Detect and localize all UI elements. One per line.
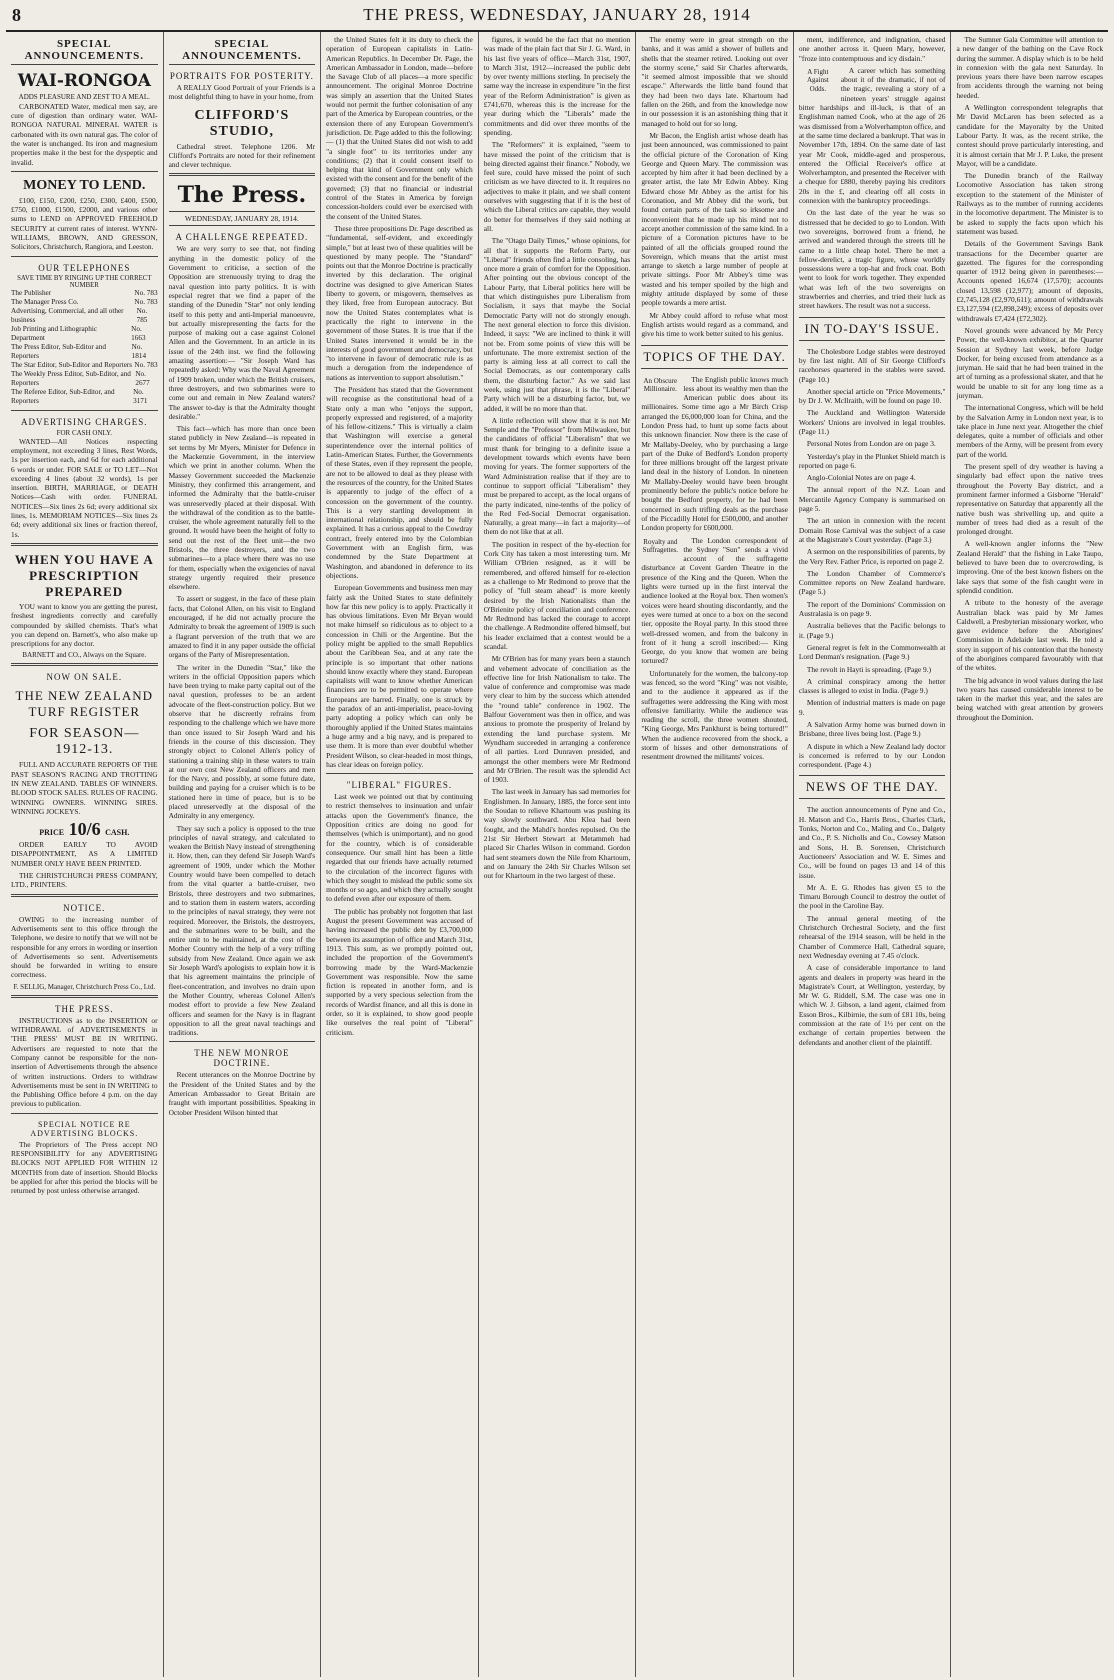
issue-item: Anglo-Colonial Notes are on page 4. bbox=[806, 473, 916, 483]
section-heading: SPECIAL ANNOUNCEMENTS. bbox=[11, 38, 158, 65]
phone-row: The Star Editor, Sub-Editor and Reporters No. 783 bbox=[11, 360, 158, 369]
issue-item: A dispute in which a New Zealand lady doctor is concerned is referred to by our London correspondent. (Page 4.) bbox=[798, 741, 946, 770]
news-paragraph: The big advance in wool values during the last two years has caused considerable interest to be taken in the market this year, and the sales are being watched with great attention by growers throughout the Dominion. bbox=[956, 675, 1104, 722]
blocks-notice-body: The Proprietors of The Press accept NO RESPONSIBILITY for any ADVERTISING BLOCKS NOT APPLIED FOR WITHIN 12 MONTHS from date of insertion. Should Blocks be applied for after this period the blocks will be returned by post unless otherwise arranged. bbox=[11, 1139, 158, 1196]
masthead-title: THE PRESS, WEDNESDAY, JANUARY 28, 1914 bbox=[363, 5, 751, 24]
phone-row: The Referee Editor, Sub-Editor, and Reporters No. 3171 bbox=[11, 387, 148, 405]
article-paragraph: These three propositions Dr. Page described as "fundamental, self-evident, and exceedingly simple," but at least two of these qualities will be questioned by many people. The "Standard" points out that the Monroe Doctrine is practically inverted by this declaration. The original doctrine was designed to give American States liberty to govern, or misgovern, themselves as they liked, free from European autocracy. But now the United States contemplates what is practically the right to intervene in the government of those States. It is true that if the United States intervened it would be in the interests of good government and democracy, but "to intervene in favour of democratic rule is as much a derogation from the independence of nations as intervention to support absolutism." bbox=[326, 223, 473, 382]
phone-row: The Press Editor, Sub-Editor and Reporters No. 1814 bbox=[11, 342, 147, 360]
news-paragraph: Novel grounds were advanced by Mr Percy Power, the well-known exhibitor, at the Quarter Session at Sydney last week, before Judge Docker, for being excused from attendance as a juryman. He said that he had been trained in the art of turning as a professional skater, and that he would be unable to sit for any long time as a juryman. bbox=[956, 325, 1104, 400]
now-on-sale: NOW ON SALE. bbox=[46, 672, 123, 683]
leader-paragraph: We are very sorry to see that, not finding anything in the domestic policy of the Government to criticise, a section of the Opposition are strenuously trying to drag the naval question into party politics. It is with especial regret that we find a paper of the standing of the Dunedin "Star" not only lending itself to this petty and anti-Imperial manoeuvre, but actually misrepresenting the facts for the purpose of making out a case against Colonel Allen and the Government. In an article in its issue of the 24th inst. we find the following amazing assertion:— "Sir Joseph Ward has repeatedly asked: Why was the Naval Agreement of 1909 broken, under which the British cruisers, three destroyers, and two submarines were to come out and remain in New Zealand waters? The answer to-day is that the Admiralty thought desirable." bbox=[168, 244, 316, 421]
ad-wai-rongoa-title: WAI-RONGOA bbox=[17, 71, 151, 91]
news-paragraph: A well-known angler informs the "New Zealand Herald" that the fishing in Lake Taupo, believed to have been due to overcrowding, is improving. One of the best known fishers on the lake says that some of the fish caught were in splendid condition. bbox=[956, 539, 1104, 595]
topics-side-note: An Obscure Millionaire. bbox=[643, 376, 678, 393]
phone-row: The Publisher No. 783 bbox=[11, 288, 158, 297]
issue-item: The report of the Dominions' Commission on Australasia is on page 9. bbox=[798, 599, 946, 619]
dateline: WEDNESDAY, JANUARY 28, 1914. bbox=[169, 211, 316, 226]
monroe-paragraph: Recent utterances on the Monroe Doctrine by the President of the United States and by the American Ambassador to Great Britain are fraught with important possibilities. Speaking in October President Wilson hinted that bbox=[168, 1070, 316, 1117]
article-paragraph: The public has probably not forgotten that last August the present Government was accused of having increased the public debt by £3,700,000 between its assumption of office and March 31st, 1913. This sum, as we promptly pointed out, included the proportion of the Government's borrowing made by the Ward-Mackenzie Government was responsible. Now the same fiction is repeated in another form, and is supported by a very specious selection from the records of Wardist finance, and all this is done in order, so it is explained, to show good people like ourselves the real point of "Liberal" criticism. bbox=[326, 906, 473, 1037]
news-paragraph: The present spell of dry weather is having a singularly bad effect upon the native trees throughout the Poverty Bay district, and a prominent farmer informed a Gisborne "Herald" representative on Saturday that apparently all the native bush was shrivelling up, and quite a number of trees had died as a result of the prolonged drought. bbox=[956, 462, 1104, 537]
liberal-figures-title: "LIBERAL" FIGURES. bbox=[346, 780, 453, 791]
turf-register-title: THE NEW ZEALAND TURF REGISTER bbox=[15, 688, 154, 720]
topics-paragraph: Unfortunately for the women, the balcony-top was fenced, so the word "King" was not visible, and to the audience it appeared as if the suffragettes were addressing the King with most offensive familiarity. While the audience was reading the scroll, the three women shouted, "King George, Mrs Pankhurst is being tortured!" When the audience recovered from the shock, a storm of hisses and other demonstrations of resentment drowned the militants' voices. bbox=[641, 668, 788, 762]
issue-item: The London Chamber of Commerce's Committee reports on New Zealand hardware. (Page 5.) bbox=[798, 568, 946, 597]
article-paragraph: ment, indifference, and indignation, chased one another across it. Queen Mary, however, "froze into contemptuous and icy disdain." bbox=[798, 35, 946, 63]
turf-order: ORDER EARLY TO AVOID DISAPPOINTMENT, AS A LIMITED NUMBER ONLY HAVE BEEN PRINTED. bbox=[11, 840, 158, 868]
issue-item: A Salvation Army home was burned down in Brisbane, three lives being lost. (Page 9.) bbox=[798, 720, 946, 739]
article-paragraph: On the last date of the year he was so distressed that he decided to go to London. With two sovereigns, borrowed from a friend, he arrived and wandered through the streets till he came to a little cheap hotel. There he met a fellow-derelict, a tragic figure, whose worldly possessions were a top-hat and frock coat. Both went to look for work together. They expended what was left of the two sovereigns on strawberries and cherries, and tried their luck as street hawkers. The result was not a success. bbox=[798, 208, 946, 311]
side-note: A Fight Against Odds. bbox=[807, 67, 829, 93]
news-paragraph: Mr A. E. G. Rhodes has given £5 to the Timaru Borough Council to destroy the outlet of the pool in the Caroline Bay. bbox=[798, 882, 946, 911]
section-heading: SPECIAL ANNOUNCEMENTS. bbox=[169, 38, 316, 65]
news-paragraph: The international Congress, which will be held by the Salvation Army in London next year, is to take place in June next year. Altogether the chief delegates, quite a number of officials and other members of the Army, will be present from every part of the world. bbox=[956, 403, 1104, 459]
article-paragraph: Mr O'Brien has for many years been a staunch and vehement advocate of conciliation as the effective line for Irish Nationalism to take. The value of conference and compromise was made very clear to him by the success which attended the "round table" conference in 1902. The Balfour Government was then in office, and was anxious to promote the prosperity of Ireland by extending the land purchase system. Mr Wyndham succeeded in arranging a conference of all parties. Lord Dunraven presided, and amongst the other members were Mr Redmond and Mr O'Brien. The result was the splendid Act of 1903. bbox=[483, 654, 631, 785]
phones-sub: SAVE TIME BY RINGING UP THE CORRECT NUMBER bbox=[17, 274, 152, 289]
adv-charges-title: ADVERTISING CHARGES. bbox=[21, 416, 148, 427]
prescription-sign: BARNETT and CO., Always on the Square. bbox=[22, 651, 147, 660]
issue-item: The revolt in Hayti is spreading. (Page 9.) bbox=[806, 664, 932, 674]
leader-paragraph: This fact—which has more than once been stated publicly in New Zealand—is repeated in set terms by Mr Myers, Minister for Defence in the Mackenzie Government, in the interview which we print in another column. When the Massey Government succeeded the Mackenzie Ministry, they confirmed this arrangement, and informed the Admiralty that the battle-cruiser was unreservedly placed at their disposal. With the withdrawal of the condition as to the battle-cruiser, the whole agreement naturally fell to the ground. It would have been the height of folly to send out the rest of the fleet unit—the two Bristols, the three destroyers, and the two submarines—to a place where there was no use for them, especially when the exigencies of naval strategy urgently required their presence elsewhere. bbox=[168, 424, 316, 592]
column-1 bbox=[6, 32, 164, 1677]
issue-item: The Auckland and Wellington Waterside Workers' Unions are involved in legal troubles. (Page 11.) bbox=[798, 408, 946, 436]
article-paragraph: The "Reformers" it is explained, "seem to have missed the point of the criticism that is being directed against their finance." Nobody, we feel sure, could have missed the point of such criticism as we have directed to it. It requires no adjectives to make it plain, and we shall content ourselves with suggesting that if it is the best of which the Liberal critics are capable, they would do better for themselves if they said nothing at all. bbox=[483, 140, 631, 233]
notice-sign: F. SELLIG, Manager, Christchurch Press Co., Ltd. bbox=[13, 982, 156, 991]
article-paragraph: Mr Abbey could afford to refuse what most English artists would regard as a command, and give his time to work better suited to his genius. bbox=[641, 310, 788, 339]
phones-title: OUR TELEPHONES bbox=[38, 262, 131, 273]
blocks-notice-title: SPECIAL NOTICE RE ADVERTISING BLOCKS. bbox=[30, 1119, 139, 1138]
issue-item: Personal Notes from London are on page 3. bbox=[806, 439, 936, 449]
article-paragraph: the United States felt it its duty to check the operation of European capitalists in Latin-American Republics. In December Dr. Page, the American Ambassador in London, made—before the Savage Club of all places—a more specific announcement. The original Monroe Doctrine was simply an assertion that the United States would not permit the further colonisation of any part of the America by European countries, or the extension there of any European Government's jurisdiction. Dr. Page added to this the following:— (1) that the United States did not wish to add "a single foot" to its territories under any conditions; (2) that it could consent itself to helping that kind of Government only which existed with the consent and for the benefit of the governed; (3) that no financial or industrial control of the States in America by foreign concession-holders could ever be exercised with the consent of the United States. bbox=[326, 35, 473, 221]
leader-title: A CHALLENGE REPEATED. bbox=[175, 232, 309, 243]
topics-paragraph: The English public knows much less about its wealthy men than the American public does about its millionaires. Some time ago a Mr Birch Crisp arranged the £6,000,000 loan for China, and the London Press had, to hunt up some facts about this unknown financier. Now there is the case of Mr Mallaby-Deeley, who by purchasing a large part of the Duke of Bedford's London property for three millions brought off the largest private land deal in the history of London. In nineteen Mr Mallaby-Deeley would have been brought prominently before the public's notice before he bought the Bedford property, for he had been concerned in such trifling deals as the purchase of the Piccadilly Hotel for £500,000, and another London property for £600,000. bbox=[641, 374, 788, 533]
studio-address: Cathedral street. Telephone 1206. Mr Clifford's Portraits are noted for their refinement and clever technique. bbox=[168, 141, 316, 170]
prescription-title: WHEN YOU HAVE A PRESCRIPTION PREPARED bbox=[14, 551, 154, 599]
adv-charges-body: WANTED—All Notices respecting employment, not exceeding 3 lines, Rest Words, 1s per insertion each, and 6d for each additional 6 words or under. FOR SALE or TO LET—Not exceeding 4 lines (about 32 words), 1s per insertion. BIRTH, MARRIAGE, or DEATH Notices—Cash with order. FUNERAL NOTICES—Six lines 2s 6d; every additional six lines, 1s. MEMORIAM NOTICES—Six lines 2s 6d; every additional six lines or fraction thereof, 1s. bbox=[11, 436, 158, 539]
paper-title: The Press. bbox=[177, 182, 307, 209]
issue-item: A criminal conspiracy among the hetter classes is alleged to exist in India. (Page 9.) bbox=[798, 676, 946, 696]
phone-row: The Manager Press Co. No. 783 bbox=[11, 297, 158, 306]
issue-item: The art union in connexion with the recent Domain Rose Carnival was the subject of a case at the Magistrate's Court yesterday. (Page 3.) bbox=[798, 516, 946, 544]
news-paragraph: The annual general meeting of the Christchurch Orchestral Society, and the first rehearsal of the 1914 season, will be held in the Chamber of Commerce Hall, Cathedral square, next Wednesday evening at 7.45 o'clock. bbox=[798, 913, 946, 960]
turf-publisher: THE CHRISTCHURCH PRESS COMPANY, LTD., PRINTERS. bbox=[11, 871, 158, 890]
column-5 bbox=[636, 32, 794, 1677]
monroe-title: THE NEW MONROE DOCTRINE. bbox=[194, 1048, 290, 1069]
column-3 bbox=[321, 32, 479, 1677]
topics-title: TOPICS OF THE DAY. bbox=[641, 345, 788, 369]
notice-body: OWING to the increasing number of Advertisements sent to this office through the Telephone, we desire to notify that we will not be responsible for any errors in wording or insertion of Advertisements so sent. Advertisements should be forwarded in writing to ensure correctness. bbox=[11, 914, 158, 980]
article-paragraph: Last week we pointed out that by continuing to restrict themselves to insinuation and unfair attacks upon the Government's finance, the Opposition critics are doing no good for themselves (which is unimportant), and no good for the country, which is of considerable consequence. Our small hint has been a little regarded that our friends have actually returned to the circulation of the incorrect figures with which they sought to mislead the public some six months or so ago, and which they actually sought to defend even after our exposure of them. bbox=[326, 792, 473, 904]
press-notice-body: INSTRUCTIONS as to the INSERTION or WITHDRAWAL of ADVERTISEMENTS in 'THE PRESS' MUST BE IN WRITING. Advertisers are requested to note that the Company cannot be responsible for the non-insertion of Advertisements through the absence of written instructions. Orders to withdraw Advertisements must be sent in IN WRITING to the Publishing Office before 4 p.m. on the day previous to publication. bbox=[11, 1015, 158, 1109]
topics-paragraph: The London correspondent of the Sydney "Sun" sends a vivid account of the suffragette disturbance at Covent Garden Theatre in the presence of the King and the Queen. When the lights were turned up in the first interval the audience looked at the Royal box. Then women's voices were heard shouting discordantly, and the eyes were turned at once to a box on the second tier, opposite the Royal party. In this stood three well-dressed women, and from the balcony in front of it hung a scroll inscribed:— King George, do you know that women are being tortured? bbox=[641, 535, 788, 666]
todays-issue-title: IN TO-DAY'S ISSUE. bbox=[799, 317, 946, 341]
turf-register-body: FULL AND ACCURATE REPORTS OF THE PAST SEASON'S RACING AND TROTTING IN NEW ZEALAND. TABLES OF WINNERS. BLOOD STOCK SALES. RULES OF RACING. WINNING OWNERS. WINNING SIRES. WINNING JOCKEYS. bbox=[11, 760, 158, 816]
phone-row: Job Printing and Lithographic Department No. 1663 bbox=[11, 324, 146, 342]
news-paragraph: A tribute to the honesty of the average Australian black was paid by Mr James Caldwell, a Presbyterian missionary worker, who gave evidence before the Aborigines' Commission in Adelaide last week. He told a story in support of his contention that the honesty of the aborigines compared favourably with that of the whites. bbox=[956, 598, 1104, 673]
studio-name: CLIFFORD'S STUDIO, bbox=[194, 107, 290, 139]
phones-list bbox=[11, 289, 158, 406]
studio-title: PORTRAITS FOR POSTERITY. bbox=[169, 71, 314, 81]
column-6 bbox=[794, 32, 952, 1677]
news-paragraph: The Sumner Gala Committee will attention to a new danger of the bathing on the Cave Rock during the summer. A display which is to be held in connexion with the gala next Saturday. In previous years there have been narrow escapes from accidents through the warning not being heeded. bbox=[956, 35, 1104, 100]
studio-body: A REALLY Good Portrait of your Friends is a most delightful thing to have in your home, from bbox=[168, 83, 316, 102]
money-to-lend-title: MONEY TO LEND. bbox=[23, 177, 146, 193]
page-number: 8 bbox=[12, 4, 21, 25]
article-paragraph: Mr Bacon, the English artist whose death has just been announced, was commissioned to paint the official picture of the Coronation of King George and Queen Mary. The commission was accepted by him after it had been declined by a greater artist, the late Mr Edwin Abbey. King Edward chose Mr Abbey as the artist for his Coronation, and Mr Abbey did the work, but found certain parts of the task so irksome and inconvenient that he made up his mind not to accept another commission of the same kind. In a picture of a Coronation pictures have to be painted of all the officials grouped round the Sovereign, which means that the artist must arrange to sketch a large number of people at private sittings. Poor Mr Abbey's time was wasted and his temper spoiled by the high and mighty attitude displayed by some of these people towards a mere artist. bbox=[641, 130, 788, 308]
news-paragraph: The auction announcements of Pyne and Co., H. Matson and Co., Harris Bros., Charles Clark, Tonks, Norton and Co., Maling and Co., Dalgety and Co., P. S. Nicholls and Co., Cowsey Matson and Sons, H. B. Sorensen, Christchurch Auctioneers' Association and W. E. Simes and Co., will be found on pages 13 and 14 of this issue. bbox=[798, 805, 946, 880]
news-of-day-title: NEWS OF THE DAY. bbox=[799, 775, 946, 799]
issue-item: Yesterday's play in the Plunket Shield match is reported on page 6. bbox=[798, 451, 946, 470]
news-paragraph: Details of the Government Savings Bank transactions for the December quarter are gazetted. The figures for the corresponding quarter of 1912 being given in parentheses:—Accounts opened 16,674 (17,570); accounts closed 13,598 (12,977); amount of deposits, £2,745,128 (£2,970,611); amount of withdrawals £3,127,594 (£2,898,249); excess of deposits over withdrawals £7,424 (£72,302). bbox=[956, 239, 1104, 323]
issue-item: A sermon on the responsibilities of parents, by the Very Rev. Father Price, is reported on page 2. bbox=[798, 547, 946, 566]
news-paragraph: The Dunedin branch of the Railway Locomotive Association has taken strong exception to the statement of the Minister of Railways as to the number of running accidents in the locomotive department. The Minister is to be asked to supply the facts upon which his statement was based. bbox=[956, 171, 1104, 236]
column-2 bbox=[164, 32, 322, 1677]
article-paragraph: The "Otago Daily Times," whose opinions, for all that it supports the Reform Party, our "Liberal" friends often find a little consoling, has once more a grain of comfort for the Opposition. After pointing out the obvious concept of the Labour Party, that Liberal politics here will be that which distinguishes pure Liberalism from Socialism, it says that maybe the Social Democratic Party will not do strongly enough. The next general election to force this division. Indeed, it says: "We are inclined to think it will not be. From some points of view this will be unfortunate. The more extremist section of the party is aiming less at all correct to call the Social Democrats, as our contemporary calls them, the disturbing factor." As we said last week, using just that phrase, it is the "Liberal" Party which will be a disturbing factor, but, we added, it will be no more than that. bbox=[483, 236, 631, 413]
news-paragraph: A case of considerable importance to land agents and dealers in property was heard in the Magistrate's Court, at Wellington, yesterday, by Mr W. G. Riddell, S.M. The case was one in which W. J. Gibson, a land agent, claimed from Esson Bros., Kilbirnie, the sum of £81 10s, being commission at the rate of 1½ per cent on the exchange of certain properties between the defendants and another client of the plaintiff. bbox=[798, 963, 946, 1047]
money-to-lend-body: £100, £150, £200, £250, £300, £400, £500, £750, £1000, £1500, £2000, and various other sums to LEND on APPROVED FREEHOLD SECURITY at current rates of interest. WYNN-WILLIAMS, BROWN, AND GRESSON, Solicitors, Christchurch, Rangiora, and Leeston. bbox=[11, 195, 158, 252]
ad-wai-rongoa-sub: ADDS PLEASURE AND ZEST TO A MEAL. bbox=[18, 93, 150, 101]
news-paragraph: A Wellington correspondent telegraphs that Mr David McLaren has been selected as a candidate for the Mayoralty by the United Labour Party. It was, as the recent strike, the contest should prove particularly interesting, and it is almost certain that Mr J. P. Luke, the present Mayor, will be a candidate. bbox=[956, 103, 1104, 168]
press-notice-title: THE PRESS. bbox=[55, 1003, 114, 1014]
phone-row: Advertising, Commercial, and all other business No. 785 bbox=[11, 306, 148, 324]
article-paragraph: The position in respect of the by-election for Cork City has taken a most interesting turn. Mr William O'Brien resigned, as it will be remembered, and offered himself for re-election as a challenge to Mr Redmond to prove that the policy of "full steam ahead" is more keenly desired by the Irish Nationalists than the O'Brienite policy of conciliation and conference. Mr Redmond has lacked the courage to accept the challenge. A Redmondite offered himself, but his leader exclaimed that a contest would be a scandal. bbox=[483, 539, 631, 651]
phone-row: The Weekly Press Editor, Sub-Editor, and Reporters No. 2677 bbox=[11, 369, 150, 387]
notice-title: NOTICE. bbox=[63, 902, 106, 913]
issue-item: The Cholesbore Lodge stables were destroyed by fire last night. All of Sir George Clifford's racehorses quartered in the stables were saved. (Page 10.) bbox=[798, 346, 946, 384]
issue-item: The annual report of the N.Z. Loan and Mercantile Agency Company is summarised on page 5. bbox=[798, 485, 946, 514]
adv-charges-sub: FOR CASH ONLY. bbox=[56, 428, 112, 437]
article-paragraph: The enemy were in great strength on the banks, and it was amid a shower of bullets and shells that the steamer retired. Looking out over the stormy scene," said Sir Charles afterwards, "it seemed almost impossible that we should escape." Afterwards the little band found that they had been two days late. Khartoum had fallen on the 26th, and from the knowledge now in our possession it is an astonishing thing that it managed to hold out for so long. bbox=[641, 35, 788, 128]
columns bbox=[6, 32, 1108, 1677]
topics-side-note: Royalty and Suffragettes. bbox=[642, 537, 679, 555]
column-7 bbox=[951, 32, 1108, 1677]
ad-wai-rongoa-body: CARBONATED Water, medical men say, are cure of digestion than ordinary water. WAI-RONGOA NATURAL MINERAL WATER is carbonated with its own natural gas. The color of the water is unchanged. Its iron and magnesium properties make it the best for the dyspeptic and invalid. bbox=[11, 101, 158, 167]
article-paragraph: figures, it would be the fact that no mention was made of the plain fact that Sir J. G. Ward, in his last five years of office—March 31st, 1907, to March 31st, 1912—increased the public debt by over twenty millions sterling. In precisely the same way the increase in expenditure "in the first year of the Reform Administration" is given as £741,670, whereas this is the increase for the year during which the "Liberals" made the commitments and did over three months of the spending. bbox=[483, 35, 631, 137]
issue-item: Mention of industrial matters is made on page 9. bbox=[798, 698, 946, 717]
turf-register-season: FOR SEASON—1912-13. bbox=[29, 726, 140, 758]
column-4 bbox=[479, 32, 637, 1677]
masthead bbox=[6, 0, 1108, 32]
prescription-body: YOU want to know you are getting the purest, freshest ingredients correctly and carefully compounded by skilled chemists. That's what you can depend on. Barnett's, who also make up prescriptions for any doctor. bbox=[11, 601, 158, 649]
leader-paragraph: They say such a policy is opposed to the true principles of naval strategy, and calculated to weaken the British Navy instead of strengthening it. How, then, can they defend Sir Joseph Ward's agreement of 1909, under which the Mother Country would have been compelled to detach from the vital quarter a battle-cruiser, two Bristols, three destroyers and two submarines, and to station them in eastern waters, according to the principles of naval strategy, they were not required. Moreover, the Bristols, the destroyers, and the submarines were to be built, and the entire unit to be maintained, at the cost of the Mother Country with the help of a very trifling subsidy from New Zealand. Once again we ask Sir Joseph Ward's apologists to explain how it is that his agreement maintains the principle of fleet-concentration, and involves no drain upon the Mother Country, whereas Colonel Allen's modest effort to provide a few New Zealand officers and seamen for the Navy is in flagrant opposition to all the great naval teachings and traditions. bbox=[168, 823, 316, 1038]
issue-item: Another special article on "Price Movements," by Dr J. W. McIlraith, will be found on page 10. bbox=[798, 386, 946, 406]
article-paragraph: A little reflection will show that it is not Mr Semple and the "Professor" from Milwaukee, but the candidates of official "Liberalism" that we must thank for bringing to a definite issue a development towards which events have been moving for years. The former supporters of the Ward Administration realise that if they are to continue to support official "Liberalism" they must be prepared to accept, as the local organs of the party indicated, nine-tenths of the policy of the Red Fed-Social Democrat organisation. Naturally, a great many—in fact a majority—of them do not like that at all. bbox=[483, 415, 631, 537]
issue-item: General regret is felt in the Commonwealth at Lord Denman's resignation. (Page 9.) bbox=[798, 642, 946, 662]
turf-price: PRICE 10/6 CASH. bbox=[39, 819, 130, 840]
issue-item: Australia believes that the Pacific belongs to it. (Page 9.) bbox=[798, 621, 946, 640]
article-paragraph: European Governments and business men may fairly ask the United States to state definitely how far this new policy is to apply. Practically it has obvious limitations. Even Mr Bryan would not make himself so ridiculous as to object to a concession in Chili or the Argentine. But the policy might be applied to the small Republics about the Caribbean Sea, and at any rate the principle is so important that other nations should know exactly where they stand. European capitalists will want to know whether American financiers are to be permitted to operate where Europeans are barred. Finally, one is struck by the paradox of an anti-imperialist, peace-loving party adopting a policy which can only be thoroughly applied if the United States maintains a huge army and a big navy, and is prepared to use them. It is more than ever doubtful whether President Wilson, so clear-headed in most things, has clear ideas on foreign policy. bbox=[326, 583, 473, 769]
leader-paragraph: The writer in the Dunedin "Star," like the writers in the official Opposition papers which have been trying to make party capital out of the naval question, professes to be an ardent advocate of the fleet-construction policy. But we observe that he discreetly refrains from responding to the challenge which we have more than once issued to Sir Joseph Ward and his friends in the course of this discussion. They strongly object to Colonel Allen's policy of stationing a training ship in these waters to train at our own cost New Zealand officers and men for the Navy, and possibly, at some future date, building and paying for a cruiser which is to be stationed here in time of peace, but is to be placed unreservedly at the disposal of the Admiralty in any emergency. bbox=[168, 662, 316, 821]
article-paragraph: The last week in January has sad memories for Englishmen. In January, 1885, the force sent into the Soudan to relieve Khartoum was pushing its way slowly southward. Abu Klea had been fought, and the Mahdi's hordes repulsed. On the 21st Sir Herbert Stewart at Metammeh had placed Sir Charles Wilson in command. Gordon had sent steamers down the Nile from Khartoum, and on January the 24th Sir Charles Wilson set out for Khartoum in the two largest of these. bbox=[483, 787, 631, 881]
article-paragraph: The President has stated that the Government will recognise as the constitutional head of a State only a man who "enjoys the support, properly expressed and registered, of a majority of his fellow-citizens." This is virtually a claim that Washington will exercise a general superintendence over the internal politics of Latin-American States. Further, the Governments of these States, even if they represent the people, are not to be allowed to deal as they please with the resources of the country, for the United States is apparently to judge of the effect of a concession on the government of the country. This is a very startling development in international relationship, and should be fully explained. It has a curious appeal to the Cowdray contract, freely entered into by the Colombian Government with an English firm, was condemned by the State Department at Washington, and abandoned in deference to its objections. bbox=[326, 384, 473, 580]
leader-paragraph: To assert or suggest, in the face of these plain facts, that Colonel Allen, on his visit to England encouraged, if he did not actually procure the Admiralty to break the agreement of 1909 is such a flagrant perversion of the truth that we are amazed to find it in any paper outside the official organs of the Party of Misrepresentation. bbox=[168, 594, 316, 660]
article-paragraph: A career which has something about it of the dramatic, if not of the tragic, revealing a story of a nineteen years' struggle against bitter hardships and ill-luck, is that of an Englishman named Cook, who at the age of 26 was dismissed from a Wolverhampton office, and at the same time declared a bankrupt. That was in November 17th, 1894. On the same date of last year Mr Cook, middle-aged and prosperous, entered the Official Receiver's office at Wolverhampton, and presented the Receiver with a cheque for £880, thereby paying his creditors 20s in the £, and clearing off all costs in connexion with the bankruptcy proceedings. bbox=[798, 65, 946, 206]
